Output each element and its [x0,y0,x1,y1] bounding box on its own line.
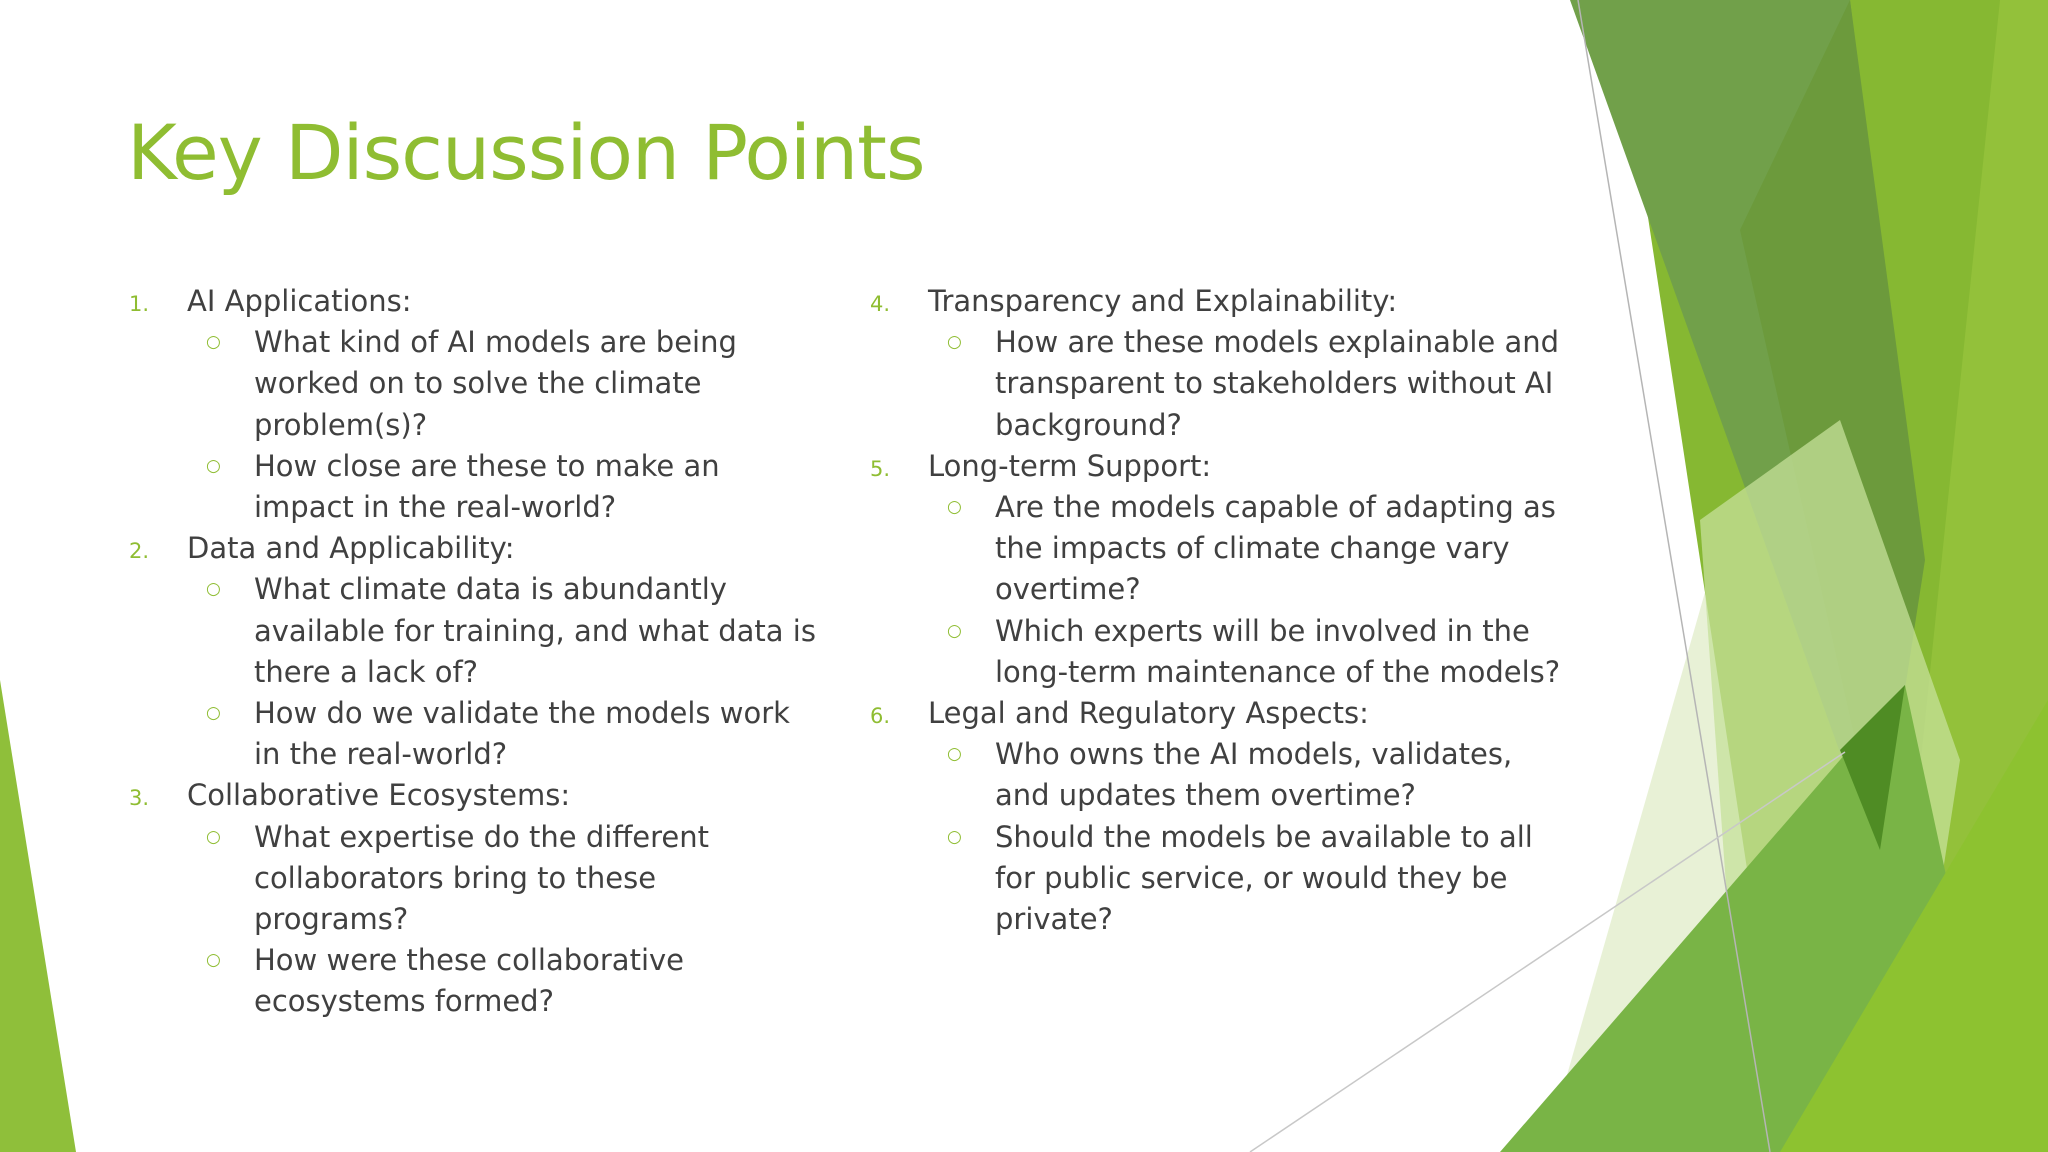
subpoint-item [127,817,817,941]
right-column [868,281,1568,940]
point-heading: Transparency and Explainability: [928,284,1398,318]
subpoint-item [868,322,1568,446]
slide-title: Key Discussion Points [127,108,925,197]
subpoint-item [868,611,1568,693]
point-heading: AI Applications: [187,284,412,318]
subpoint-text: What kind of AI models are being worked on to solve the climate problem(s)? [254,325,737,442]
circle-bullet-icon: ○ [947,332,962,353]
circle-bullet-icon: ○ [206,703,221,724]
points-list-right [868,281,1568,940]
points-list-left [127,281,817,1023]
subpoint-text: How are these models explainable and transparent to stakeholders without AI background? [995,325,1560,442]
left-column [127,281,817,1023]
circle-bullet-icon: ○ [206,579,221,600]
circle-bullet-icon: ○ [206,455,221,476]
point-number: 6. [870,704,891,729]
subpoint-item [127,446,817,528]
subpoint-list [928,322,1568,446]
circle-bullet-icon: ○ [947,826,962,847]
point-item [868,281,1568,446]
circle-bullet-icon: ○ [947,744,962,765]
subpoint-list [187,817,817,1023]
point-item [868,446,1568,693]
subpoint-text: How close are these to make an impact in the real-world? [254,448,720,525]
circle-bullet-icon: ○ [206,826,221,847]
circle-bullet-icon: ○ [206,950,221,971]
subpoint-item [868,817,1568,941]
subpoint-list [187,569,817,775]
point-item [127,775,817,1022]
subpoint-text: Are the models capable of adapting as the impacts of climate change vary overtime? [995,490,1556,607]
subpoint-text: Which experts will be involved in the long-term maintenance of the models? [995,613,1561,689]
point-heading: Data and Applicability: [187,531,515,566]
point-number: 3. [129,786,150,811]
point-item [127,528,817,775]
subpoint-item [127,940,817,1022]
point-number: 2. [129,539,150,564]
subpoint-item [127,322,817,446]
subpoint-list [928,487,1568,693]
circle-bullet-icon: ○ [206,332,221,353]
subpoint-text: What climate data is abundantly available for training, and what data is there a lack of? [254,572,816,689]
point-heading: Collaborative Ecosystems: [187,778,571,813]
subpoint-text: Should the models be available to all for public service, or would they be private? [995,819,1533,937]
subpoint-item [868,487,1568,611]
left-facet [0,680,76,1152]
point-item [868,693,1568,940]
subpoint-list [928,734,1568,940]
subpoint-text: How do we validate the models work in the real-world? [254,696,790,772]
subpoint-text: How were these collaborative ecosystems formed? [254,943,685,1019]
point-heading: Legal and Regulatory Aspects: [928,696,1369,731]
subpoint-item [127,569,817,693]
circle-bullet-icon: ○ [947,497,962,518]
subpoint-list [187,322,817,528]
point-heading: Long-term Support: [928,448,1212,483]
point-item [127,281,817,528]
subpoint-item [868,734,1568,816]
subpoint-text: Who owns the AI models, validates, and updates them overtime? [995,737,1513,813]
circle-bullet-icon: ○ [947,620,962,641]
point-number: 4. [870,292,891,316]
subpoint-text: What expertise do the different collaborators bring to these programs? [254,819,710,937]
point-number: 1. [129,292,150,316]
subpoint-item [127,693,817,775]
point-number: 5. [870,456,891,481]
